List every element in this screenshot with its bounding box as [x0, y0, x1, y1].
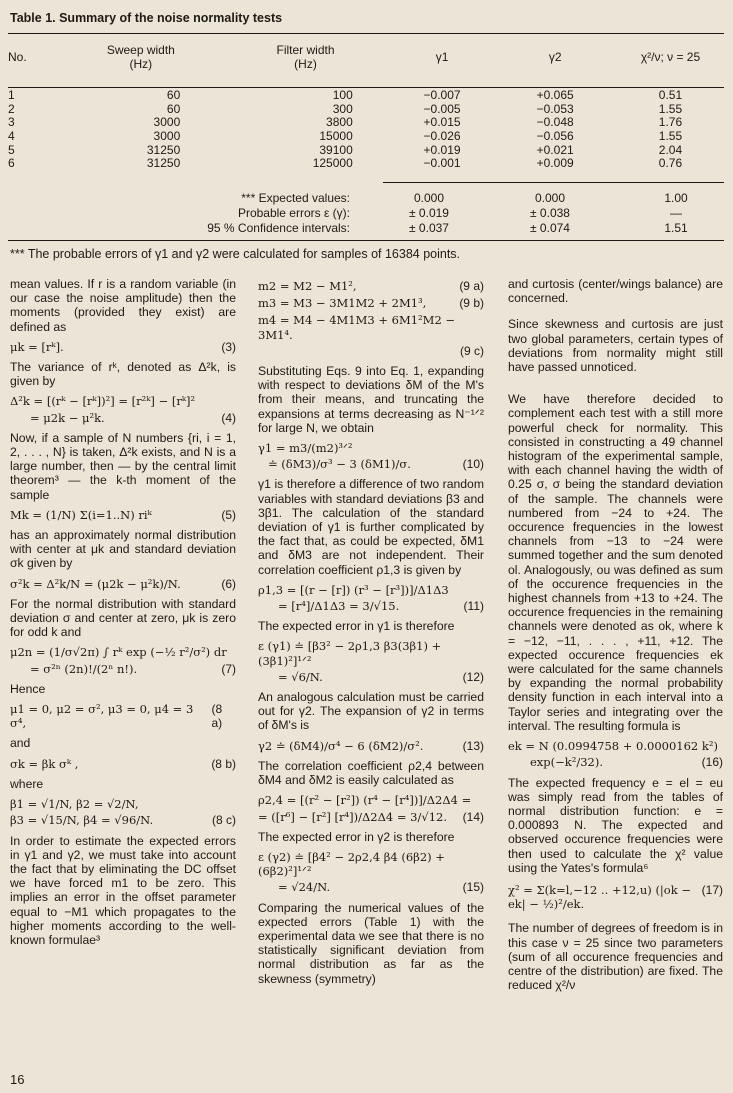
noise-normality-table: [8, 44, 724, 171]
equation-8a: μ1 = 0, μ2 = σ², μ3 = 0, μ4 = 3 σ⁴, (8 a): [10, 702, 223, 731]
equation-7b: = σ²ⁿ (2n)!/(2ⁿ n!). (7): [30, 661, 236, 676]
equation-11b: = [r⁴]/Δ1Δ3 = 3/√15. (11): [278, 599, 484, 614]
header-sweep-line1: Sweep width: [106, 43, 175, 57]
cell-gamma2: +0.065: [536, 88, 574, 103]
equation-9c: m4 = M4 − 4M1M3 + 6M1²M2 − 3M1⁴.: [258, 313, 456, 342]
cell-no: 3: [8, 115, 15, 130]
equation-4a: Δ²k = [(rᵏ − [rᵏ])²] = [r²ᵏ] − [rᵏ]²: [10, 394, 196, 409]
paragraph: mean values. If r is a random variable (in our case the noise amplitude) then the moments (provided they exist) are defined as: [10, 277, 236, 334]
summary-label-probable: Probable errors ε (γ):: [237, 206, 350, 220]
header-sweep-line2: (Hz): [129, 56, 153, 71]
equation-17: χ² = Σ(k=l,−12 .. +12,u) (|ok − ek| − ½)²/ek. (17): [508, 882, 723, 912]
equation-9a: m2 = M2 − M1², (9 a): [258, 279, 484, 293]
equation-12a: ε (γ1) ≐ [β3² − 2ρ1,3 β3(3β1) + (3β1)²]¹ᐟ²: [258, 639, 442, 668]
header-filter-line2: (Hz): [294, 56, 317, 71]
table-footnote: *** The probable errors of γ1 and γ2 were calculated for samples of 16384 points.: [10, 247, 461, 261]
paragraph: The expected error in γ1 is therefore: [258, 619, 455, 634]
equation-8b: σk = βk σᵏ , (8 b): [10, 756, 236, 771]
paragraph: Now, if a sample of N numbers {ri, i = 1, 2, . . . , N} is taken, Δ²k exists, and N is a large number, then — by the central limit theorem³ — the k-th moment of the sample: [10, 430, 236, 502]
paragraph: Hence: [10, 681, 46, 696]
cell-gamma2: −0.053: [536, 101, 574, 116]
equation-14b: = ([r⁶] − [r²] [r⁴])/Δ2Δ4 = 3/√12. (14): [258, 809, 484, 824]
cell-sweep: 60: [166, 101, 181, 116]
cell-gamma2: −0.056: [536, 128, 574, 143]
paragraph: Substituting Eqs. 9 into Eq. 1, expanding with respect to deviations δM of the M's from their means, and truncating the expansions at terms decreasing as N⁻¹ᐟ² for large N, we obtain: [258, 364, 484, 435]
paragraph: has an approximately normal distribution with center at μk and standard deviation σk given by: [10, 528, 236, 571]
equation-6: σ²k = Δ²k/N = (μ2k − μ²k)/N. (6): [10, 576, 236, 591]
text-column-2: [258, 277, 484, 992]
paragraph: We have therefore decided to complement each test with a still more powerful check for normality. This consisted in constructing a 49 channel histogram of the experimental sample, with each channel having the width of 0.25 σ, σ being the standard deviation of the sample. The channels were numbered from −24 to +24. The occurence frequencies in the lowest channels from −13 to −24 were summed together and the sum denoted ol. Analogously, ou was defined as sum of the occurence frequencies in the highest channels from +13 to +24. The occurence frequencies in the remaining channels were denoted as ok, where k = −12, −11, . . . , +11, +12. The expected occurence frequencies ek were calculated for the same channels by expanding the normal probability density function in each interval into a Taylor series and integrating over the interval. The resulting formula is: [508, 392, 723, 733]
paragraph: and curtosis (center/wings balance) are concerned.: [508, 277, 723, 306]
cell-sweep: 31250: [146, 142, 181, 157]
cell-no: 6: [8, 156, 15, 171]
table-row: [8, 130, 724, 144]
cell-no: 4: [8, 128, 15, 143]
table-row: [8, 89, 724, 103]
equation-10b: ≐ (δM3)/σ³ − 3 (δM1)/σ. (10): [268, 457, 484, 472]
cell-no: 2: [8, 101, 15, 116]
table-title: Table 1. Summary of the noise normality tests: [10, 11, 283, 25]
header-gamma1: γ1: [435, 49, 449, 64]
summary-probable-g1: ± 0.019: [409, 206, 449, 220]
cell-chi: 1.76: [658, 115, 683, 130]
text-column-3: [508, 277, 723, 998]
header-rule: [8, 87, 724, 88]
table-row: [8, 144, 724, 158]
table-top-rule: [8, 33, 724, 34]
summary-label-confidence: 95 % Confidence intervals:: [207, 221, 350, 235]
equation-9c-number: (9 c): [460, 343, 484, 358]
text-column-1: [10, 277, 236, 953]
page-number: 16: [10, 1072, 25, 1087]
table-header-row: [8, 44, 724, 71]
equation-15a: ε (γ2) ≐ [β4² − 2ρ2,4 β4 (6β2) + (6β2)²]¹ᐟ²: [258, 849, 445, 879]
cell-sweep: 60: [166, 88, 181, 103]
summary-confidence-g2: ± 0.074: [530, 221, 570, 235]
summary-expected-g2: 0.000: [534, 191, 566, 205]
equation-9b: m3 = M3 − 3M1M2 + 2M1³, (9 b): [258, 296, 484, 311]
paragraph: The expected frequency e = el = eu was simply read from the tables of normal distribution function: e = 0.000893 N. The expected and observed occurence frequencies were then used to calculate the χ² value using the Yates's formula⁶: [508, 775, 723, 875]
cell-gamma2: −0.048: [536, 115, 574, 130]
summary-probable-g2: ± 0.038: [530, 206, 570, 220]
equation-5: Mk = (1/N) Σ(i=1..N) riᵏ (5): [10, 507, 236, 522]
equation-16a: ek = N (0.0994758 + 0.0000162 k²): [508, 739, 718, 754]
summary-rule: [383, 182, 724, 183]
cell-gamma2: +0.021: [536, 142, 574, 157]
summary-confidence-chi: 1.51: [664, 221, 688, 235]
table-row: [8, 103, 724, 117]
cell-no: 1: [8, 88, 15, 103]
cell-gamma2: +0.009: [536, 156, 574, 171]
equation-11a: ρ1,3 = [(r − [r]) (r³ − [r³])]/Δ1Δ3: [258, 582, 449, 597]
header-filter-line1: Filter width: [276, 43, 335, 57]
header-no: No.: [8, 49, 27, 64]
table-row: [8, 116, 724, 130]
header-gamma2: γ2: [548, 49, 562, 64]
summary-label-expected: *** Expected values:: [241, 191, 350, 205]
paragraph: γ1 is therefore a difference of two random variables with standard deviations β3 and 3β1. The calculation of the standard deviation of γ1 is further complicated by the fact that, as could be expected, δM1 and δM3 are not independent. Their correlation coefficient ρ1,3 is given by: [258, 477, 484, 577]
cell-gamma1: +0.015: [423, 115, 461, 130]
paragraph: Comparing the numerical values of the expected errors (Table 1) with the experimental data we see that there is no statistically significant deviation from normal distribution as far as the skewness (symmetry): [258, 900, 484, 986]
cell-chi: 2.04: [658, 142, 683, 157]
summary-expected-chi: 1.00: [664, 191, 688, 205]
cell-sweep: 3000: [153, 128, 181, 143]
paragraph: The number of degrees of freedom is in this case ν = 25 since two parameters (sum of all occurence frequencies and centre of the distribution) are fixed. The reduced χ²/ν: [508, 921, 723, 993]
paragraph: The correlation coefficient ρ2,4 between δM4 and δM2 is easily calculated as: [258, 758, 484, 788]
header-chi: χ²/ν; ν = 25: [640, 49, 701, 64]
equation-3: μk = [rᵏ]. (3): [10, 339, 236, 354]
equation-8c1: β1 = √1/N, β2 = √2/N,: [10, 797, 139, 812]
cell-gamma1: −0.001: [423, 156, 461, 171]
equation-13: γ2 ≐ (δM4)/σ⁴ − 6 (δM2)/σ². (13): [258, 738, 484, 753]
header-sweep: [61, 44, 220, 71]
equation-14a: ρ2,4 = [(r² − [r²]) (r⁴ − [r⁴])]/Δ2Δ4 =: [258, 793, 472, 808]
cell-chi: 1.55: [658, 128, 683, 143]
equation-12b: = √6/N. (12): [278, 669, 484, 684]
header-filter: [220, 44, 391, 71]
equation-7a: μ2n = (1/σ√2π) ∫ rᵏ exp (−½ r²/σ²) dr: [10, 645, 227, 660]
cell-gamma1: −0.026: [423, 128, 461, 143]
paragraph: The expected error in γ2 is therefore: [258, 829, 455, 844]
equation-8c2: β3 = √15/N, β4 = √96/N. (8 c): [10, 813, 236, 828]
equation-15b: = √24/N. (15): [278, 880, 484, 895]
paragraph: Since skewness and curtosis are just two global parameters, certain types of deviations from normality might still have passed unnoticed.: [508, 317, 723, 375]
cell-chi: 0.51: [658, 88, 683, 103]
cell-chi: 1.55: [658, 101, 683, 116]
cell-gamma1: +0.019: [423, 142, 461, 157]
cell-filter: 39100: [319, 142, 353, 157]
cell-no: 5: [8, 142, 15, 157]
cell-chi: 0.76: [658, 156, 683, 171]
paragraph: An analogous calculation must be carried out for γ2. The expansion of γ2 in terms of δM's is: [258, 690, 484, 733]
paragraph: In order to estimate the expected errors in γ1 and γ2, we must take into account the fact that by eliminating the DC offset we have forced m1 to be zero. This implies an error in the offset parameter equal to −M1 which propagates to the higher moments according to the well-known formulae³: [10, 833, 236, 947]
cell-filter: 3800: [326, 115, 353, 130]
equation-10a: γ1 = m3/(m2)³ᐟ²: [258, 441, 353, 456]
paragraph: and: [10, 736, 31, 751]
summary-probable-chi: —: [670, 206, 682, 220]
equation-4b: = μ2k − μ²k. (4): [30, 410, 236, 425]
cell-sweep: 31250: [146, 156, 181, 171]
cell-gamma1: −0.005: [423, 101, 461, 116]
table-bottom-rule: [8, 240, 724, 241]
table-row: [8, 157, 724, 171]
summary-expected-g1: 0.000: [413, 191, 445, 205]
equation-16b: exp(−k²/32). (16): [530, 755, 723, 770]
cell-gamma1: −0.007: [423, 88, 461, 103]
paragraph: For the normal distribution with standard deviation σ and center at zero, μk is zero for odd k and: [10, 596, 236, 640]
summary-confidence-g1: ± 0.037: [409, 221, 449, 235]
cell-filter: 15000: [319, 128, 353, 143]
cell-filter: 125000: [312, 156, 353, 171]
cell-filter: 100: [332, 88, 353, 103]
cell-filter: 300: [332, 101, 353, 116]
paragraph: where: [10, 776, 44, 791]
cell-sweep: 3000: [153, 115, 181, 130]
paragraph: The variance of rᵏ, denoted as Δ²k, is given by: [10, 360, 236, 389]
